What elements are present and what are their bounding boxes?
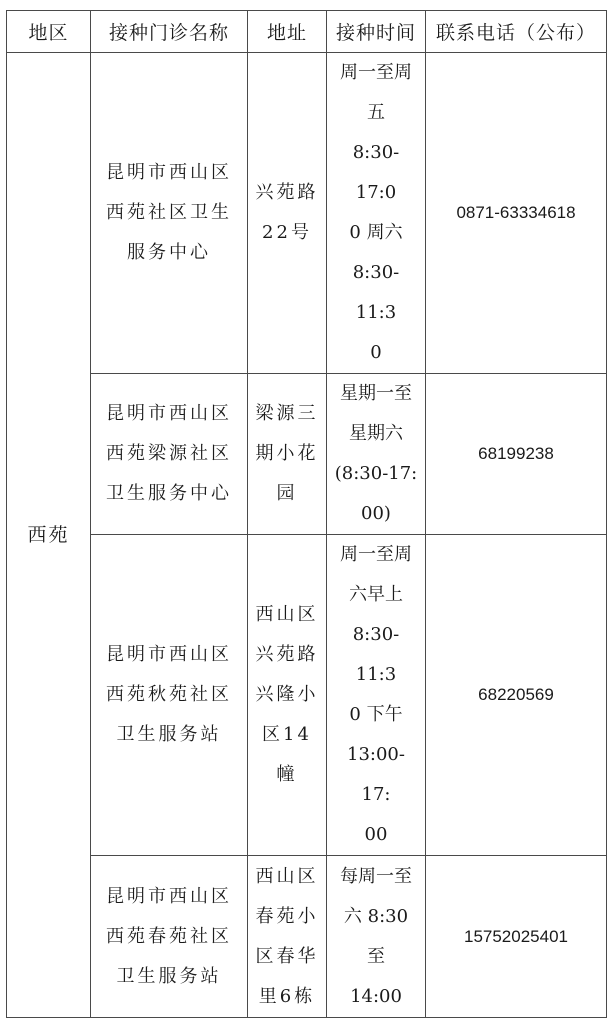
address-line: 区14幢 [262,724,312,785]
table-row [7,374,607,535]
address-cell [248,535,327,856]
clinic-name-line: 西苑秋苑社区 [106,684,232,705]
address-cell [248,374,327,535]
clinic-name-cell [91,535,248,856]
time-line: 00) [361,503,391,524]
address-line: 西山区 [255,604,319,625]
address-line: 兴苑路 [255,182,319,203]
table-row [7,53,607,374]
header-clinic-name: 接种门诊名称 [91,11,248,53]
address-line: 期小花 [255,443,319,464]
time-line: 每周一至 [340,865,412,887]
time-cell [327,374,426,535]
clinic-name-line: 卫生服务站 [116,724,222,745]
vaccination-clinic-table [6,10,607,1018]
time-line: 8:30-11:3 [352,624,400,685]
time-line: 14:00 [350,985,402,1007]
clinic-name-line: 卫生服务中心 [106,483,232,504]
table-row [7,856,607,1018]
time-line: 六早上 [349,584,403,605]
clinic-name-line: 卫生服务站 [116,965,222,987]
time-line: 0 [370,342,382,363]
clinic-name-line: 昆明市西山区 [106,885,232,907]
clinic-name-cell [91,374,248,535]
phone-cell: 68199238 [426,374,607,535]
time-line: (8:30-17: [334,463,418,484]
address-line: 梁源三 [255,403,319,424]
time-line: 0 周六 [349,222,403,243]
time-line: 星期六 [349,423,403,444]
time-line: 星期一至 [340,383,412,404]
time-line: 8:30-17:0 [352,142,400,203]
region-cell: 西苑 [7,53,91,1018]
address-line: 西山区 [255,865,319,887]
time-cell [327,53,426,374]
time-line: 0 下午 [349,704,403,725]
table-row [7,535,607,856]
phone-cell: 68220569 [426,535,607,856]
phone-cell: 15752025401 [426,856,607,1018]
time-cell [327,535,426,856]
clinic-name-cell [91,53,248,374]
address-line: 22号 [262,222,312,243]
clinic-name-line: 昆明市西山区 [106,644,232,665]
time-line: 周一至周 [340,544,412,565]
header-region: 地区 [7,11,91,53]
address-cell [248,856,327,1018]
phone-cell: 0871-63334618 [426,53,607,374]
clinic-name-cell [91,856,248,1018]
clinic-name-line: 西苑梁源社区 [106,443,232,464]
address-line: 兴隆小 [255,684,319,705]
address-line: 春苑小 [255,905,319,927]
time-line: 00 [364,824,388,845]
time-line: 8:30-11:3 [352,262,400,323]
time-cell [327,856,426,1018]
clinic-name-line: 西苑社区卫生 [106,202,232,223]
address-cell [248,53,327,374]
clinic-name-line: 昆明市西山区 [106,162,232,183]
clinic-name-line: 昆明市西山区 [106,403,232,424]
header-phone: 联系电话（公布） [426,11,607,53]
time-line: 13:00-17: [347,744,405,805]
table-header-row [7,11,607,53]
time-line: 六 8:30 至 [343,905,409,967]
time-line: 周一至周 [340,62,412,83]
address-line: 园 [276,483,298,504]
header-address: 地址 [248,11,327,53]
header-time: 接种时间 [327,11,426,53]
clinic-name-line: 服务中心 [127,242,211,263]
time-line: 五 [367,102,385,123]
address-line: 里6栋 [258,985,316,1007]
clinic-name-line: 西苑春苑社区 [106,925,232,947]
address-line: 区春华 [255,945,319,967]
address-line: 兴苑路 [255,644,319,665]
